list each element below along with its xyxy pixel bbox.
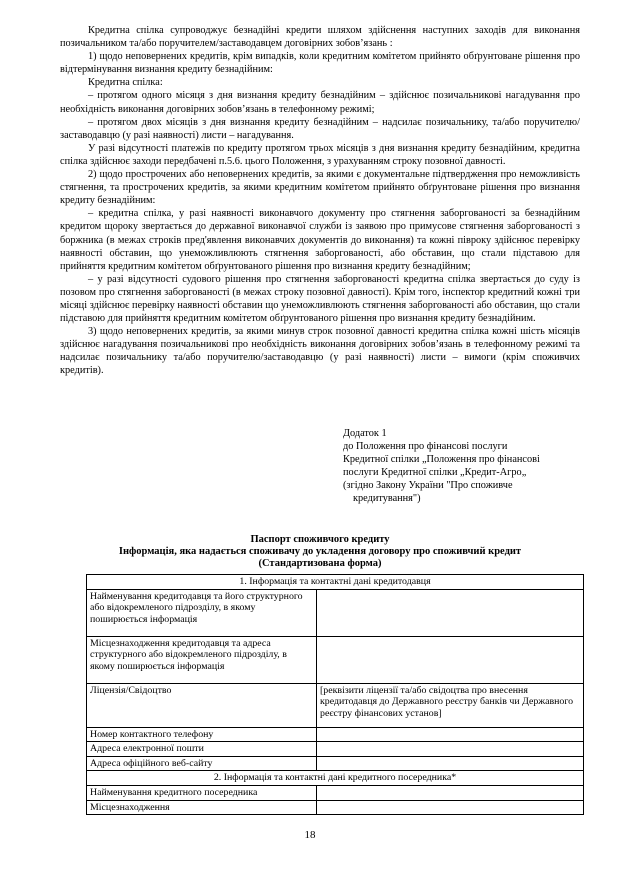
table-row [87,575,584,590]
table-row [87,727,584,742]
row-value [317,785,584,800]
table-row [87,589,584,636]
section-header: 2. Інформація та контактні дані кредитного посередника* [87,771,584,786]
paragraph: Кредитна спілка: [88,77,163,89]
section-header: 1. Інформація та контактні дані кредитодавця [87,575,584,590]
passport-heading [60,534,580,570]
table-row [87,785,584,800]
paragraph: 1) щодо неповернених кредитів, крім випадків, коли кредитним комітетом прийнято обґрунтоване рішення про відтермінування визнання кредиту безнадійним: [60,51,580,76]
row-value [317,800,584,815]
addendum-line: (згідно Закону України "Про споживче [343,480,513,492]
addendum-line: до Положення про фінансові послуги [343,441,508,453]
paragraph: – протягом одного місяця з дня визнання кредиту безнадійним – здійснює позичальникові нагадування про необхідність виконання договірних зобов’язань в телефонному режимі; [60,90,580,115]
table-row [87,756,584,771]
row-value [317,742,584,757]
paragraph: – протягом двох місяців з дня визнання кредиту безнадійним – надсилає позичальнику, та/або поручителю/заставодавцю (у разі наявності) листи – нагадування. [60,116,580,141]
row-label: Найменування кредитодавця та його структурного або відокремленого підрозділу, в якому поширюється інформація [87,589,317,636]
passport-title: Паспорт споживчого кредиту [250,534,390,545]
passport-table [86,574,584,815]
table-row [87,636,584,683]
paragraph: 2) щодо прострочених або неповернених кредитів, за якими є документальне підтвердження про неможливість стягнення, та прострочених кредитів, за якими кредитним комітетом прийнято обґрунтоване рішення про визнання кредиту безнадійним: [60,169,580,207]
row-label: Найменування кредитного посередника [87,785,317,800]
addendum-note [343,427,583,506]
row-label: Місцезнаходження кредитодавця та адреса структурного або відокремленого підрозділу, в якому поширюється інформація [87,636,317,683]
row-value [317,589,584,636]
addendum-line: Додаток 1 [343,428,387,439]
passport-subtitle: Інформація, яка надається споживачу до укладення договору про споживчий кредит [118,546,522,557]
row-value [317,756,584,771]
addendum-line: кредитування") [353,493,421,505]
row-label: Ліцензія/Свідоцтво [87,683,317,727]
table-row [87,683,584,727]
table-row [87,742,584,757]
row-value: [реквізити ліцензії та/або свідоцтва про внесення кредитодавця до Державного реєстру банків чи Державного реєстру фінансових установ] [317,683,584,727]
paragraph: 3) щодо неповернених кредитів, за якими минув строк позовної давності кредитна спілка кожні шість місяців здійснює нагадування позичальникові про необхідність виконання договірних зобов’язань в телефонному режимі та надсилає позичальнику та/або поручителю/заставодавцю (у разі наявності) листи – вимоги (крім споживчих кредитів). [60,326,580,377]
table-row [87,771,584,786]
passport-form-note: (Стандартизована форма) [258,558,382,569]
row-value [317,636,584,683]
body-text [60,24,580,378]
paragraph: Кредитна спілка супроводжує безнадійні кредити шляхом здійснення наступних заходів для виконання позичальником та/або поручителем/заставодавцем договірних зобов’язань : [60,25,580,50]
row-value [317,727,584,742]
page-number: 18 [304,829,316,841]
row-label: Адреса електронної пошти [87,742,317,757]
row-label: Адреса офіційного веб-сайту [87,756,317,771]
paragraph: У разі відсутності платежів по кредиту протягом трьох місяців з дня визнання кредиту безнадійним, кредитна спілка здійснює заходи передбачені п.5.6. цього Положення, з урахуванням строку позовної давності. [60,142,580,167]
paragraph: – кредитна спілка, у разі наявності виконавчого документу про стягнення заборгованості за безнадійним кредитом щороку звертається до державної виконавчої служби із заявою про примусове стягнення заборгованості з боржника (в межах строків пред'явлення виконавчих документів до виконання) та кожні півроку здійснює перевірку наявності обставин, що унеможливлюють стягнення заборгованості, або обставин, що стали підставою для прийняття кредитним комітетом обґрунтованого рішення про визнання кредиту безнадійним; [60,208,580,272]
table-row [87,800,584,815]
addendum-line: послуги Кредитної спілки „Кредит-Агро„ [343,467,527,479]
paragraph: – у разі відсутності судового рішення про стягнення заборгованості кредитна спілка звертається до суду із позовом про стягнення заборгованості (в межах строку позовної давності). Крім того, інспектор кредитний кожні три місяці здійснює перевірку наявності обставин що унеможливлюють стягнення заборгованості або обставин, що стали підставою для прийняття кредитним комітетом обґрунтованого рішення про визнання кредиту безнадійним. [60,273,580,325]
row-label: Місцезнаходження [87,800,317,815]
row-label: Номер контактного телефону [87,727,317,742]
addendum-line: Кредитної спілки „Положення про фінансові [343,454,540,466]
